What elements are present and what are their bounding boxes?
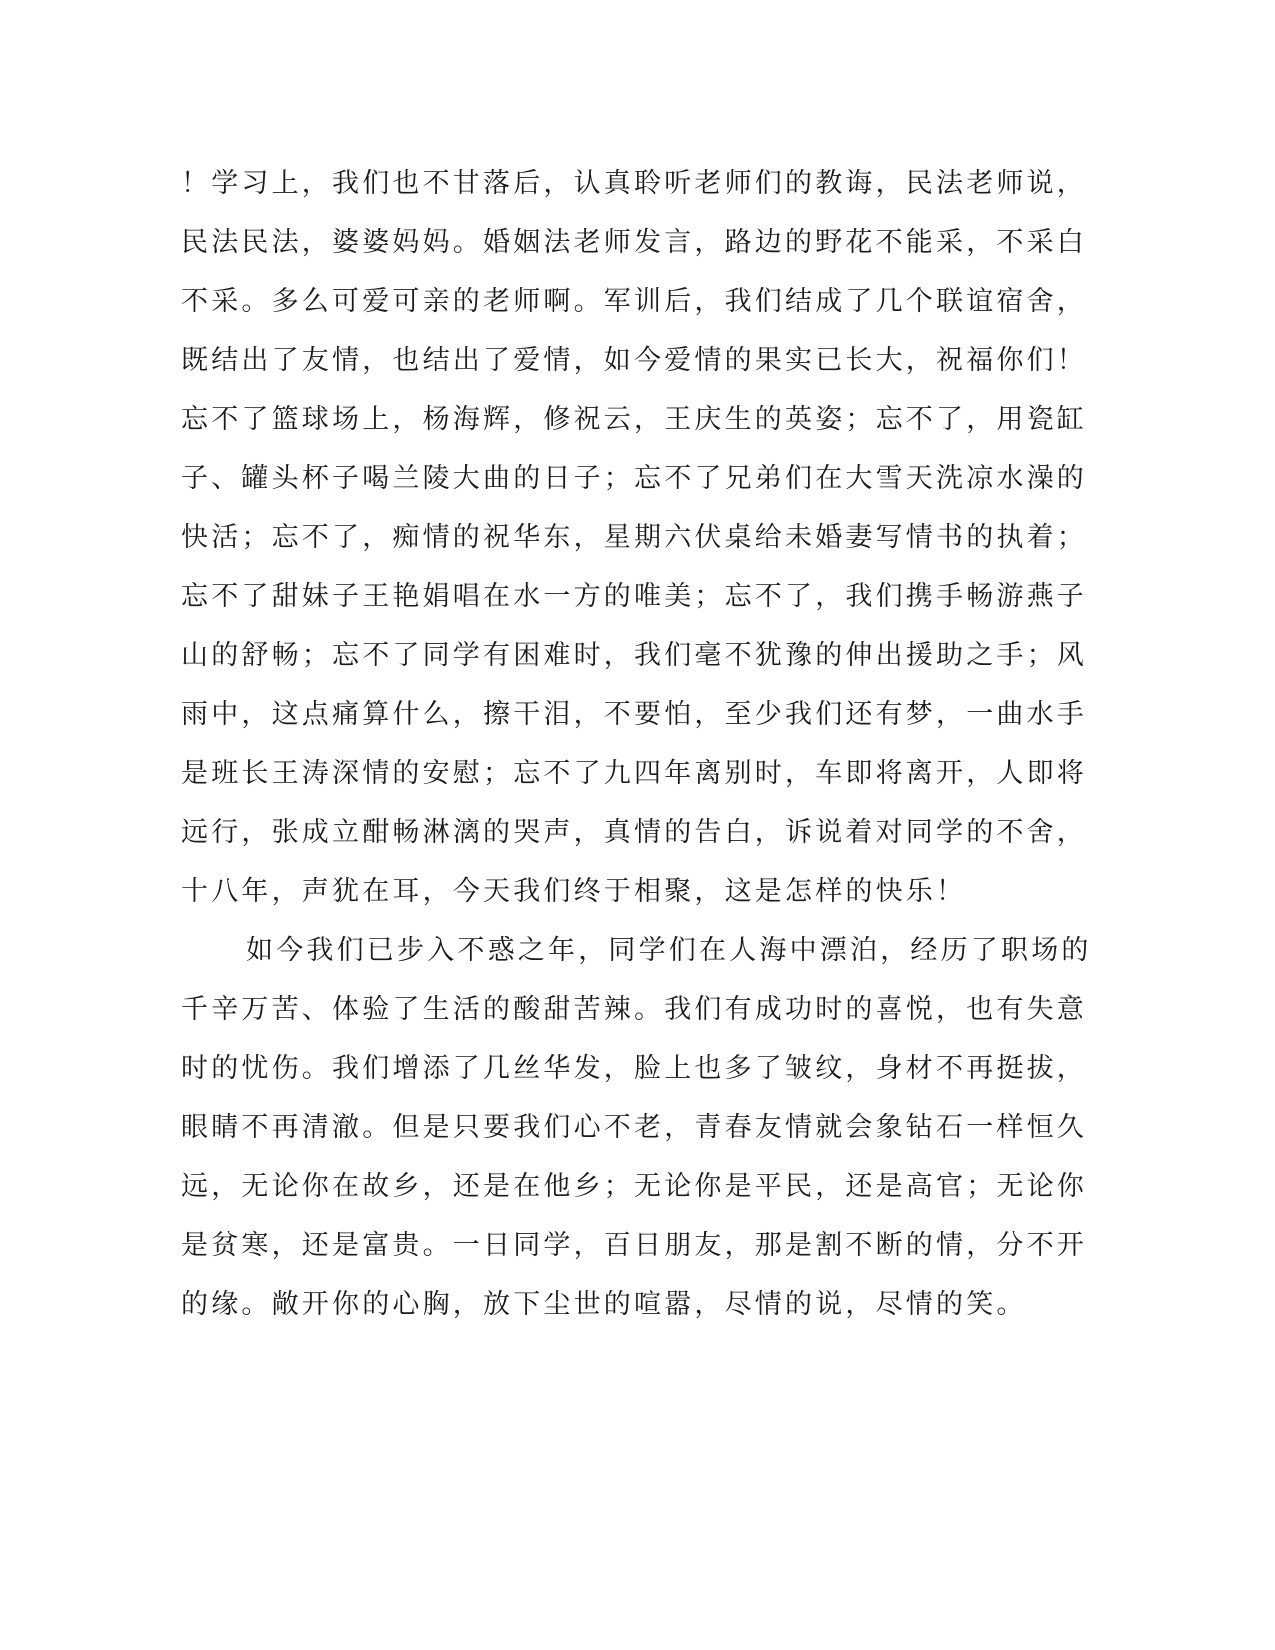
text-line: 如今我们已步入不惑之年，同学们在人海中漂泊，经历了职场的: [246, 935, 1092, 966]
text-line: 是班长王涛深情的安慰；忘不了九四年离别时，车即将离开，人即将: [181, 758, 1087, 789]
text-line: 忘不了甜妹子王艳娟唱在水一方的唯美；忘不了，我们携手畅游燕子: [181, 581, 1087, 612]
text-line: 既结出了友情，也结出了爱情，如今爱情的果实已长大，祝福你们！: [181, 345, 1087, 376]
text-line: 快活；忘不了，痴情的祝华东，星期六伏桌给未婚妻写情书的执着；: [181, 522, 1087, 553]
text-line: 忘不了篮球场上，杨海辉，修祝云，王庆生的英姿；忘不了，用瓷缸: [181, 404, 1087, 435]
text-line: ！学习上，我们也不甘落后，认真聆听老师们的教诲，民法老师说，: [181, 168, 1087, 199]
text-line: 不采。多么可爱可亲的老师啊。军训后，我们结成了几个联谊宿舍，: [181, 286, 1087, 317]
text-line: 时的忧伤。我们增添了几丝华发，脸上也多了皱纹，身材不再挺拔，: [181, 1053, 1087, 1084]
text-line: 民法民法，婆婆妈妈。婚姻法老师发言，路边的野花不能采，不采白: [181, 227, 1087, 258]
text-line: 远行，张成立酣畅淋漓的哭声，真情的告白，诉说着对同学的不舍，: [181, 817, 1087, 848]
text-line: 远，无论你在故乡，还是在他乡；无论你是平民，还是高官；无论你: [181, 1171, 1087, 1202]
text-line: 雨中，这点痛算什么，擦干泪，不要怕，至少我们还有梦，一曲水手: [181, 699, 1087, 730]
text-line: 是贫寒，还是富贵。一日同学，百日朋友，那是割不断的情，分不开: [181, 1230, 1087, 1261]
text-line: 山的舒畅；忘不了同学有困难时，我们毫不犹豫的伸出援助之手；风: [181, 640, 1087, 671]
text-line: 千辛万苦、体验了生活的酸甜苦辣。我们有成功时的喜悦，也有失意: [181, 994, 1087, 1025]
text-line: 眼睛不再清澈。但是只要我们心不老，青春友情就会象钻石一样恒久: [181, 1112, 1087, 1143]
text-line: 的缘。敞开你的心胸，放下尘世的喧嚣，尽情的说，尽情的笑。: [181, 1289, 1027, 1320]
text-line: 子、罐头杯子喝兰陵大曲的日子；忘不了兄弟们在大雪天洗凉水澡的: [181, 463, 1087, 494]
text-line: 十八年，声犹在耳，今天我们终于相聚，这是怎样的快乐！: [181, 876, 967, 907]
